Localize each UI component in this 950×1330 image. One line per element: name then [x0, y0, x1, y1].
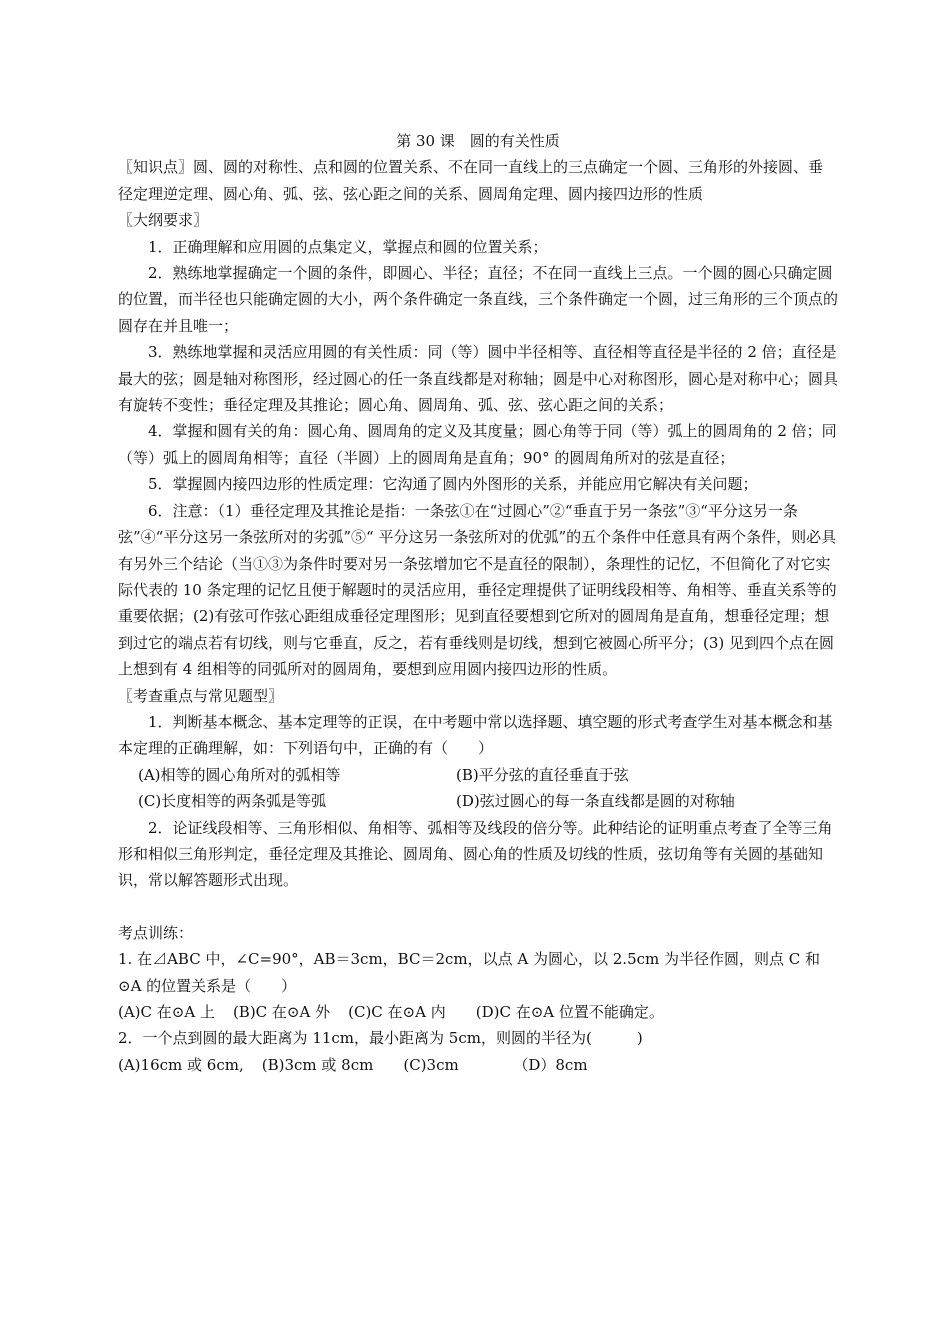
syllabus-item-5: 5．掌握圆内接四边形的性质定理：它沟通了圆内外图形的关系，并能应用它解决有关问题；	[148, 475, 758, 494]
question-1-options	[118, 999, 838, 1025]
syllabus-item-2: 2．熟练地掌握确定一个圆的条件，即圆心、半径；直径；不在同一直线上三点。一个圆的圆心只确定圆的位置，而半径也只能确定圆的大小，两个条件确定一条直线，三个条件确定一个圆，过三角形的三个顶点的圆存在并且唯一；	[118, 264, 839, 335]
knowledge-text: 圆、圆的对称性、点和圆的位置关系、不在同一直线上的三点确定一个圆、三角形的外接圆、垂径定理逆定理、圆心角、弧、弦、弦心距之间的关系、圆周角定理、圆内接四边形的性质	[118, 158, 824, 203]
knowledge-heading: 〖知识点〗	[118, 158, 194, 177]
q2-option-b: (B)3cm 或 8cm	[261, 1055, 374, 1074]
syllabus-heading: 〖大纲要求〗	[118, 211, 209, 230]
page-title: 第 30 课 圆的有关性质	[396, 132, 560, 150]
syllabus-item-3: 3．熟练地掌握和灵活应用圆的有关性质：同（等）圆中半径相等、直径相等直径是半径的 2 倍；直径是最大的弦；圆是轴对称图形，经过圆心的任一条直线都是对称轴；圆是中心对称图形，圆心是对称中心；圆具有旋转不变性；垂径定理及其推论；圆心角、圆周角、弧、弦、弦心距之间的关系；	[118, 343, 839, 415]
blank-line	[118, 894, 838, 920]
option-a: (A)相等的圆心角所对的弧相等	[138, 765, 341, 784]
key-points-heading: 〖考查重点与常见题型〗	[118, 686, 284, 705]
document-content	[118, 128, 838, 1078]
question-2-options	[118, 1052, 838, 1078]
q2-option-c: (C)3cm	[403, 1055, 459, 1074]
option-b: (B)平分弦的直径垂直于弦	[456, 765, 629, 784]
q1-option-b: (B)C 在⊙A 外	[232, 1003, 331, 1021]
training-heading: 考点训练：	[118, 923, 194, 942]
q1-option-a: (A)C 在⊙A 上	[118, 1003, 215, 1021]
q1-option-d: (D)C 在⊙A 位置不能确定。	[475, 1003, 664, 1021]
question-2-stem: 2．一个点到圆的最大距离为 11cm，最小距离为 5cm，则圆的半径为( )	[118, 1029, 643, 1048]
syllabus-item-6: 6．注意：（1）垂径定理及其推论是指：一条弦①在“过圆心”②“垂直于另一条弦”③“平分这另一条弦”④“平分这另一条弦所对的劣弧”⑤“ 平分这另一条弦所对的优弧”的五个条件中任意具有两个条件，则必具有另外三个结论（当①③为条件时要对另一条弦增加它不是直径的限制），条理性的记忆，不但简化了对它实际代表的 10 条定理的记忆且便于解题时的灵活应用，垂径定理提供了证明线段相等、角相等、垂直关系等的重要依据；(2)有弦可作弦心距组成垂径定理图形；见到直径要想到它所对的圆周角是直角，想垂径定理；想到过它的端点若有切线，则与它垂直，反之，若有垂线则是切线，想到它被圆心所平分；(3) 见到四个点在圆上想到有 4 组相等的同弧所对的圆周角，要想到应用圆内接四边形的性质。	[118, 501, 837, 679]
option-d: (D)弦过圆心的每一条直线都是圆的对称轴	[456, 792, 735, 811]
knowledge-section	[118, 154, 838, 207]
question-1-stem: 1. 在⊿ABC 中，∠C=90°，AB＝3cm，BC＝2cm，以点 A 为圆心，以 2.5cm 为半径作圆，则点 C 和⊙A 的位置关系是（ ）	[118, 950, 821, 995]
q2-option-d: （D）8cm	[513, 1055, 588, 1074]
syllabus-item-4: 4．掌握和圆有关的角：圆心角、圆周角的定义及其度量；圆心角等于同（等）弧上的圆周角的 2 倍；同（等）弧上的圆周角相等；直径（半圆）上的圆周角是直角；90° 的圆周角所对的弦是直径；	[118, 422, 837, 467]
option-c: (C)长度相等的两条弧是等弧	[138, 792, 327, 811]
q2-option-a: (A)16cm 或 6cm,	[118, 1055, 244, 1074]
syllabus-item-1: 1．正确理解和应用圆的点集定义，掌握点和圆的位置关系；	[148, 237, 548, 256]
key-points-item-2: 2．论证线段相等、三角形相似、角相等、弧相等及线段的倍分等。此种结论的证明重点考查了全等三角形和相似三角形判定，垂径定理及其推论、圆周角、圆心角的性质及切线的性质，弦切角等有关圆的基础知识，常以解答题形式出现。	[118, 818, 833, 890]
key-points-options-row-1	[118, 762, 838, 788]
key-points-options-row-2	[118, 788, 838, 814]
key-points-item-1: 1．判断基本概念、基本定理等的正误，在中考题中常以选择题、填空题的形式考查学生对基本概念和基本定理的正确理解，如：下列语句中，正确的有（ ）	[118, 712, 833, 758]
q1-option-c: (C)C 在⊙A 内	[348, 1003, 446, 1021]
